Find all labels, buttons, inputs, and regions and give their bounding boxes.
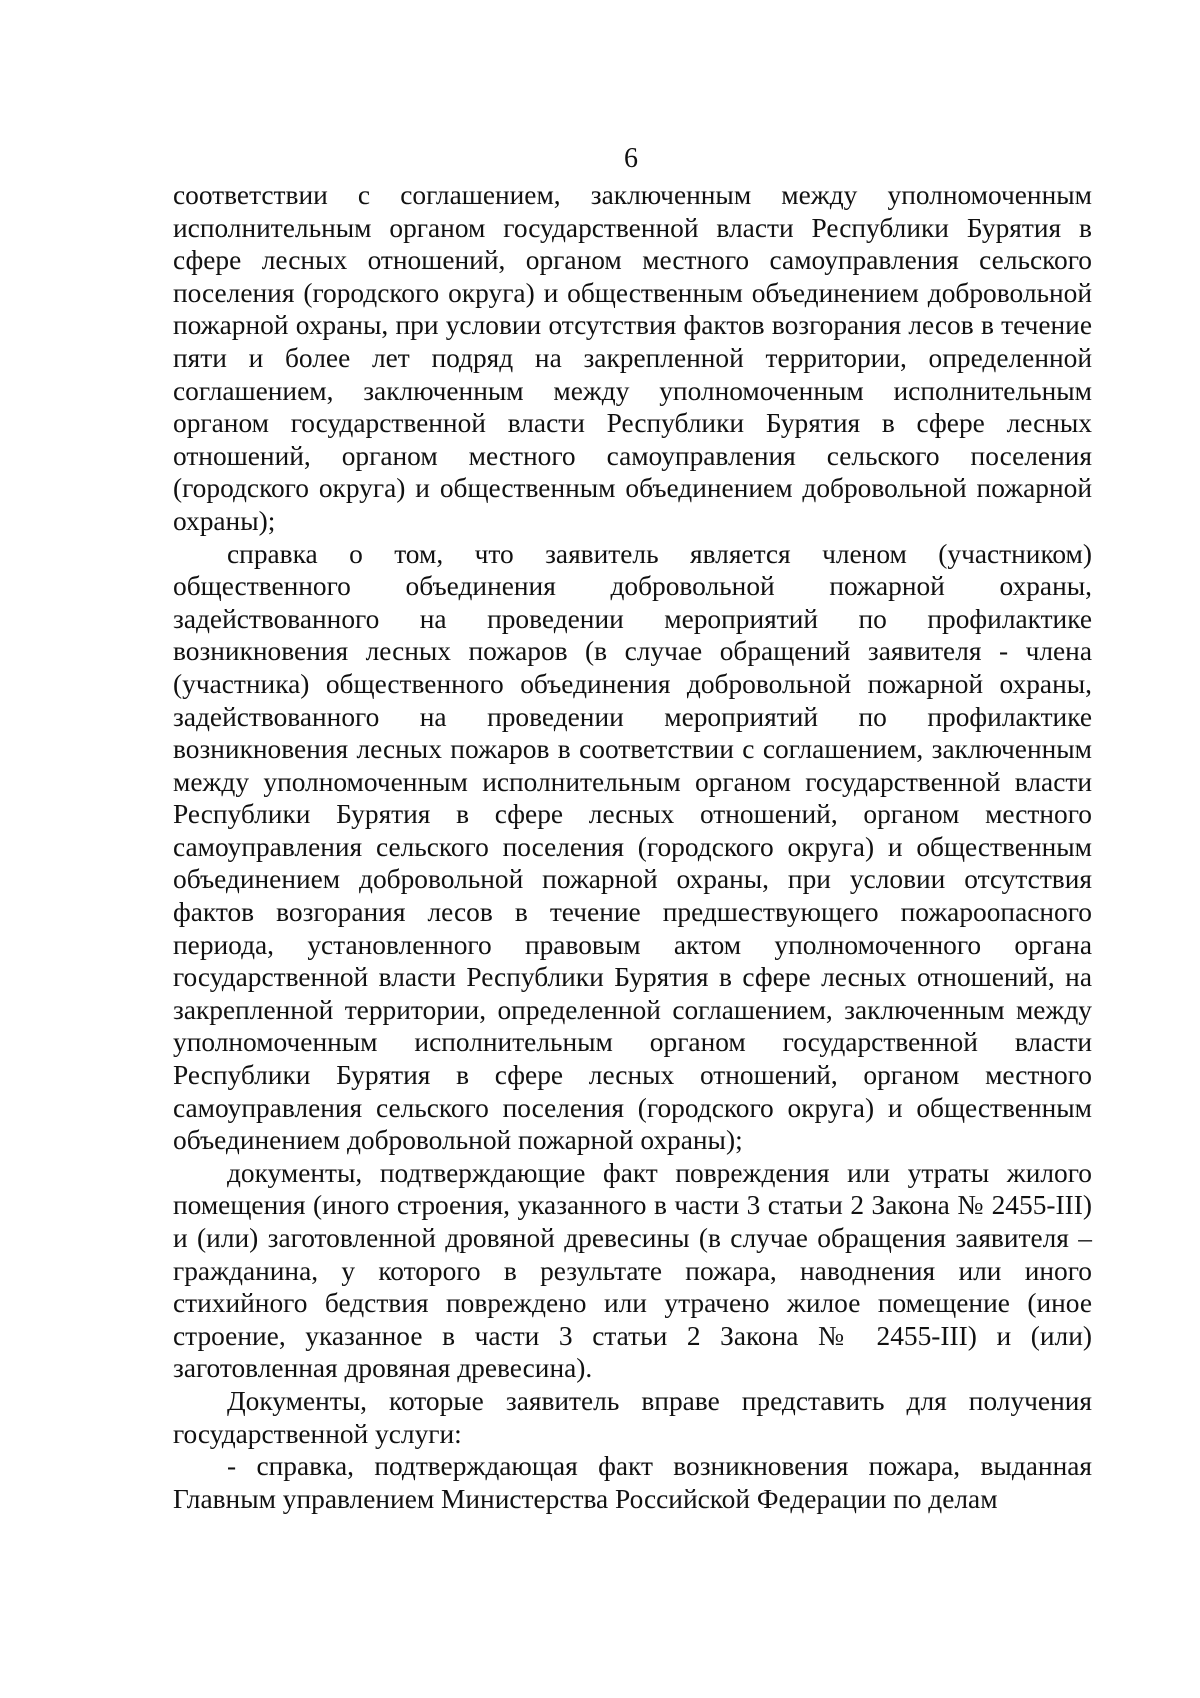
paragraph-optional-documents: Документы, которые заявитель вправе представить для получения государственной услуги: xyxy=(173,1385,1092,1449)
paragraph-continuation: соответствии с соглашением, заключенным между уполномоченным исполнительным органом государственной власти Республики Бурятия в сфере лесных отношений, органом местного самоуправления сельского поселения (городского округа) и общественным объединением добровольной пожарной охраны, при условии отсутствия фактов возгорания лесов в течение пяти и более лет подряд на закрепленной территории, определенной соглашением, заключенным между уполномоченным исполнительным органом государственной власти Республики Бурятия в сфере лесных отношений, органом местного самоуправления сельского поселения (городского округа) и общественным объединением добровольной пожарной охраны); xyxy=(173,180,1092,536)
page-number: 6 xyxy=(624,143,638,174)
document-body xyxy=(173,179,1092,1515)
paragraph-membership-certificate: справка о том, что заявитель является членом (участником) общественного объединения добровольной пожарной охраны, задействованного на проведении мероприятий по профилактике возникновения лесных пожаров (в случае обращений заявителя - члена (участника) общественного объединения добровольной пожарной охраны, задействованного на проведении мероприятий по профилактике возникновения лесных пожаров в соответствии с соглашением, заключенным между уполномоченным исполнительным органом государственной власти Республики Бурятия в сфере лесных отношений, органом местного самоуправления сельского поселения (городского округа) и общественным объединением добровольной пожарной охраны, при условии отсутствия фактов возгорания лесов в течение предшествующего пожароопасного периода, установленного правовым актом уполномоченного органа государственной власти Республики Бурятия в сфере лесных отношений, на закрепленной территории, определенной соглашением, заключенным между уполномоченным исполнительным органом государственной власти Республики Бурятия в сфере лесных отношений, органом местного самоуправления сельского поселения (городского округа) и общественным объединением добровольной пожарной охраны); xyxy=(173,538,1092,1156)
paragraph-damage-documents: документы, подтверждающие факт повреждения или утраты жилого помещения (иного строения, указанного в части 3 статьи 2 Закона № 2455-III) и (или) заготовленной дровяной древесины (в случае обращения заявителя – гражданина, у которого в результате пожара, наводнения или иного стихийного бедствия повреждено или утрачено жилое помещение (иное строение, указанное в части 3 статьи 2 Закона № 2455-III) и (или) заготовленная дровяная древесина). xyxy=(173,1157,1092,1384)
paragraph-fire-certificate: - справка, подтверждающая факт возникновения пожара, выданная Главным управлением Министерства Российской Федерации по делам xyxy=(173,1451,1092,1514)
